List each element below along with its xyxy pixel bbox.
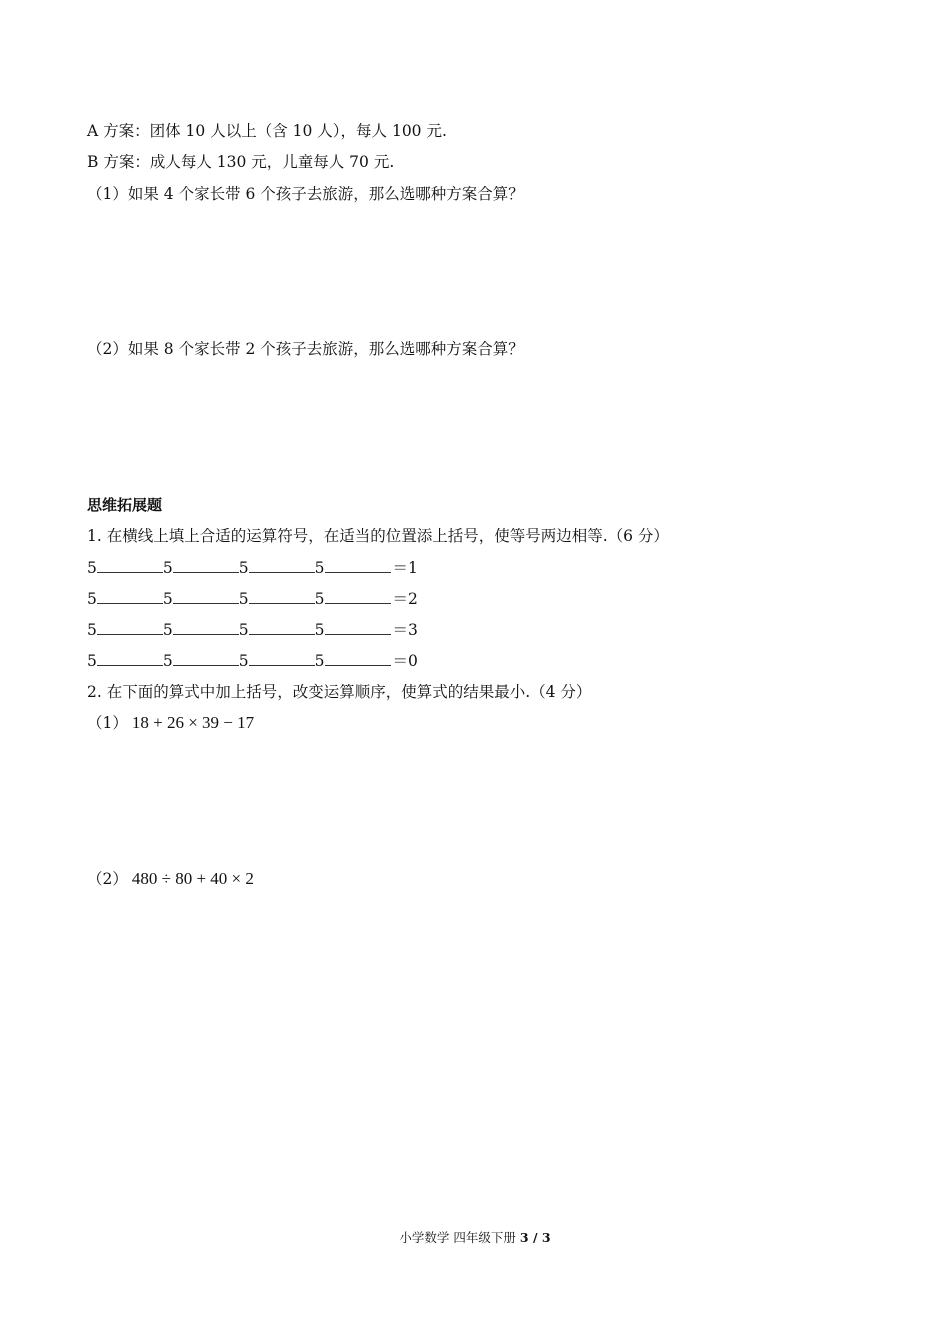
number: 5 [162,590,173,608]
page-number: 3 / 3 [519,1230,551,1245]
fill-row-4 [87,651,418,671]
number: 5 [314,590,325,608]
fill-row-1 [87,558,418,578]
operator-blank[interactable] [249,589,315,604]
item-label: （2） [87,870,128,888]
question-1: （1）如果 4 个家长带 6 个孩子去旅游，那么选哪种方案合算？ [87,185,524,203]
operator-blank[interactable] [249,651,315,666]
expression: 18 + 26 × 39 − 17 [131,713,255,732]
result: ＝0 [392,652,418,670]
expression: 480 ÷ 80 + 40 × 2 [131,869,254,888]
number: 5 [87,652,97,670]
fill-row-2 [87,589,418,609]
operator-blank[interactable] [97,651,163,666]
result: ＝2 [392,590,418,608]
footer-text: 小学数学 四年级下册 [399,1230,516,1245]
number: 5 [238,621,249,639]
plan-a-text: A 方案：团体 10 人以上（含 10 人），每人 100 元. [87,122,447,140]
operator-blank[interactable] [97,589,163,604]
number: 5 [162,652,173,670]
fill-row-3 [87,620,418,640]
expression-item-1 [87,713,254,733]
number: 5 [314,652,325,670]
problem-2-prompt: 2. 在下面的算式中加上括号，改变运算顺序，使算式的结果最小.（4 分） [87,683,592,701]
operator-blank[interactable] [173,558,239,573]
operator-blank[interactable] [249,558,315,573]
number: 5 [87,559,97,577]
page-footer [0,1228,950,1246]
operator-blank[interactable] [325,558,391,573]
operator-blank[interactable] [173,651,239,666]
number: 5 [87,590,97,608]
operator-blank[interactable] [97,620,163,635]
operator-blank[interactable] [173,589,239,604]
item-label: （1） [87,714,128,732]
question-2: （2）如果 8 个家长带 2 个孩子去旅游，那么选哪种方案合算？ [87,340,524,358]
operator-blank[interactable] [173,620,239,635]
number: 5 [238,652,249,670]
result: ＝1 [392,559,418,577]
operator-blank[interactable] [325,620,391,635]
expression-item-2 [87,869,254,889]
plan-b-text: B 方案：成人每人 130 元，儿童每人 70 元. [87,153,395,171]
number: 5 [162,559,173,577]
section-title: 思维拓展题 [87,496,163,514]
operator-blank[interactable] [325,589,391,604]
number: 5 [238,559,249,577]
result: ＝3 [392,621,418,639]
number: 5 [314,559,325,577]
operator-blank[interactable] [249,620,315,635]
number: 5 [314,621,325,639]
operator-blank[interactable] [97,558,163,573]
number: 5 [162,621,173,639]
problem-1-prompt: 1. 在横线上填上合适的运算符号，在适当的位置添上括号，使等号两边相等.（6 分） [87,527,669,545]
number: 5 [87,621,97,639]
operator-blank[interactable] [325,651,391,666]
number: 5 [238,590,249,608]
